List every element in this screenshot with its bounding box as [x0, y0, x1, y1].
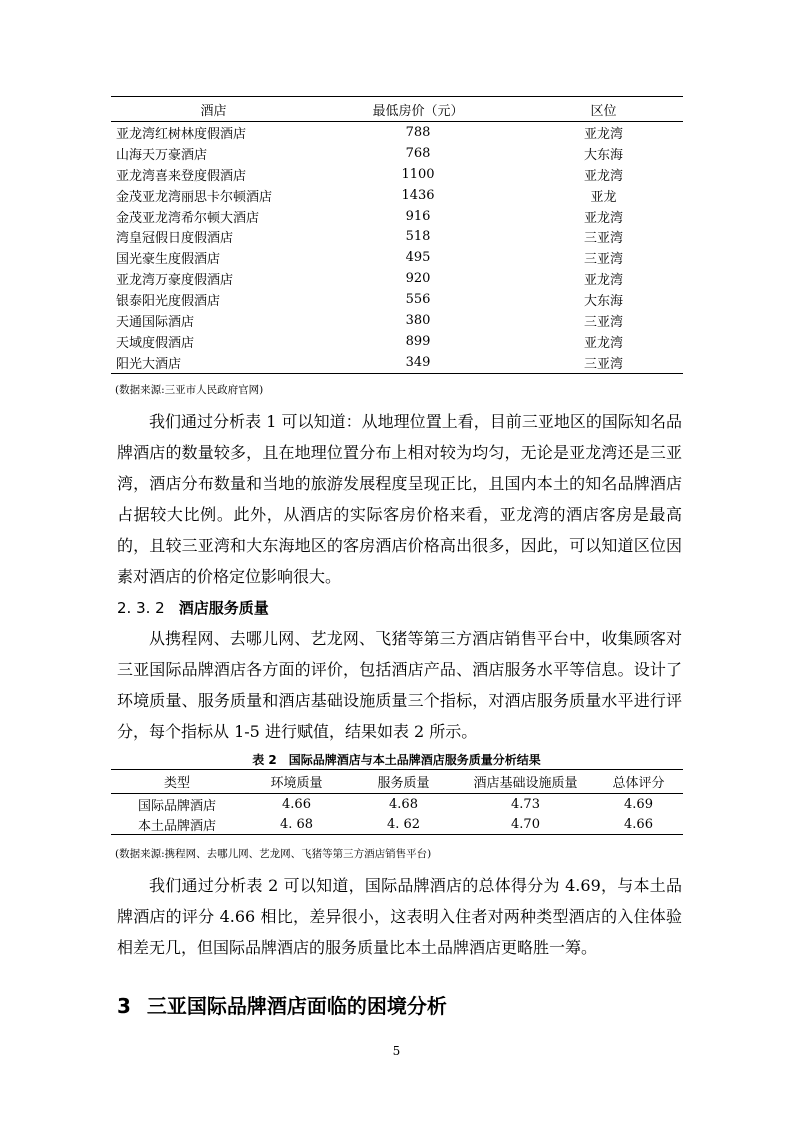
section-number: 2. 3. 2: [117, 599, 165, 617]
hotel-name: 银泰阳光度假酒店: [116, 294, 221, 310]
table-row: [111, 794, 683, 815]
cell-overall: 4.69: [624, 796, 653, 812]
table-row: [111, 814, 683, 835]
section-title: 三亚国际品牌酒店面临的困境分析: [146, 994, 447, 1018]
column-header-price: 最低房价（元）: [312, 97, 524, 122]
column-header-service: 服务质量: [350, 770, 457, 794]
table2-source-note: (数据来源:携程网、去哪儿网、艺龙网、飞猪等第三方酒店销售平台): [115, 848, 432, 860]
column-header-overall: 总体评分: [594, 770, 683, 794]
cell-type: 本土品牌酒店: [111, 814, 243, 835]
table-row: [111, 226, 683, 247]
section-title: 酒店服务质量: [178, 599, 269, 617]
column-header-facilities: 酒店基础设施质量: [457, 770, 594, 794]
hotel-price: 1100: [401, 166, 435, 182]
column-header-hotel: 酒店: [111, 97, 312, 122]
hotel-name: 山海天万豪酒店: [116, 147, 208, 163]
hotel-price: 1436: [401, 187, 435, 203]
hotel-name: 亚龙湾红树林度假酒店: [116, 126, 247, 142]
cell-overall: 4.66: [594, 814, 683, 835]
hotel-price: 788: [405, 124, 431, 140]
paragraph-analysis-table2: 我们通过分析表 2 可以知道，国际品牌酒店的总体得分为 4.69，与本土品牌酒店的评分 4.66 相比，差异很小，这表明入住者对两种类型酒店的入住体验相差无几，但国际品牌酒店的服务质量比本土品牌酒店更略胜一筹。: [117, 876, 682, 957]
hotel-location: 亚龙: [590, 189, 617, 205]
hotel-name: 亚龙湾万豪度假酒店: [116, 273, 234, 289]
table-row: [111, 247, 683, 268]
hotel-price-table: [111, 96, 683, 374]
hotel-location: 三亚湾: [583, 314, 623, 330]
hotel-location: 三亚湾: [583, 231, 623, 247]
hotel-price: 899: [405, 333, 431, 349]
cell-facilities: 4.70: [457, 814, 594, 835]
paragraph-service-quality: 从携程网、去哪儿网、艺龙网、飞猪等第三方酒店销售平台中，收集顾客对三亚国际品牌酒店各方面的评价，包括酒店产品、酒店服务水平等信息。设计了环境质量、服务质量和酒店基础设施质量三个指标，对酒店服务质量水平进行评分，每个指标从 1-5 进行赋值，结果如表 2 所示。: [117, 629, 682, 741]
hotel-location: 亚龙湾: [583, 210, 623, 226]
table-row: [111, 164, 683, 185]
hotel-price: 920: [405, 271, 431, 287]
cell-type: 国际品牌酒店: [137, 798, 216, 814]
page-number: 5: [392, 1044, 401, 1058]
table-row: [111, 352, 683, 373]
hotel-name: 天域度假酒店: [116, 335, 195, 351]
hotel-name: 亚龙湾喜来登度假酒店: [116, 168, 247, 184]
hotel-price: 518: [405, 229, 431, 245]
hotel-location: 大东海: [583, 147, 623, 163]
cell-environment: 4.66: [282, 796, 311, 812]
table-row: [111, 206, 683, 227]
table2-caption: 表 2 国际品牌酒店与本土品牌酒店服务质量分析结果: [252, 753, 541, 767]
table-header-row: [111, 97, 683, 122]
hotel-price: 495: [405, 250, 431, 266]
cell-environment: 4. 68: [243, 814, 350, 835]
paragraph-analysis-table1: 我们通过分析表 1 可以知道：从地理位置上看，目前三亚地区的国际知名品牌酒店的数量较多，且在地理位置分布上相对较为均匀，无论是亚龙湾还是三亚湾，酒店分布数量和当地的旅游发展程度呈现正比，且国内本土的知名品牌酒店占据较大比例。此外，从酒店的实际客房价格来看，亚龙湾的酒店客房是最高的，且较三亚湾和大东海地区的客房酒店价格高出很多，因此，可以知道区位因素对酒店的价格定位影响很大。: [117, 412, 682, 586]
table-row: [111, 310, 683, 331]
table-row: [111, 185, 683, 206]
hotel-location: 亚龙湾: [583, 126, 623, 142]
hotel-name: 天通国际酒店: [116, 314, 195, 330]
column-header-type: 类型: [111, 770, 243, 794]
table-row: [111, 122, 683, 143]
hotel-location: 三亚湾: [524, 352, 683, 373]
hotel-price: 768: [405, 145, 431, 161]
cell-facilities: 4.73: [511, 796, 540, 812]
hotel-name: 金茂亚龙湾希尔顿大酒店: [116, 210, 260, 226]
section-heading-3: [117, 990, 447, 1019]
cell-service: 4.68: [389, 796, 418, 812]
table1-source-note: (数据来源:三亚市人民政府官网): [115, 384, 264, 396]
hotel-location: 亚龙湾: [583, 273, 623, 289]
hotel-name: 金茂亚龙湾丽思卡尔顿酒店: [116, 189, 273, 205]
table-row: [111, 268, 683, 289]
table-row: [111, 143, 683, 164]
cell-service: 4. 62: [350, 814, 457, 835]
section-number: 3: [117, 994, 131, 1018]
hotel-name: 国光豪生度假酒店: [116, 252, 221, 268]
section-heading-2-3-2: [117, 597, 269, 618]
table-row: [111, 331, 683, 352]
hotel-price: 556: [405, 292, 431, 308]
hotel-location: 亚龙湾: [583, 335, 623, 351]
hotel-location: 亚龙湾: [583, 168, 623, 184]
hotel-location: 大东海: [583, 294, 623, 310]
service-quality-table: [111, 769, 683, 835]
table-header-row: [111, 770, 683, 794]
column-header-location: 区位: [524, 97, 683, 122]
hotel-name: 湾皇冠假日度假酒店: [116, 231, 234, 247]
hotel-price: 349: [312, 352, 524, 373]
hotel-name: 阳光大酒店: [111, 352, 312, 373]
hotel-price: 380: [405, 312, 431, 328]
hotel-location: 三亚湾: [583, 252, 623, 268]
hotel-price: 916: [405, 208, 431, 224]
table-row: [111, 289, 683, 310]
column-header-environment: 环境质量: [243, 770, 350, 794]
